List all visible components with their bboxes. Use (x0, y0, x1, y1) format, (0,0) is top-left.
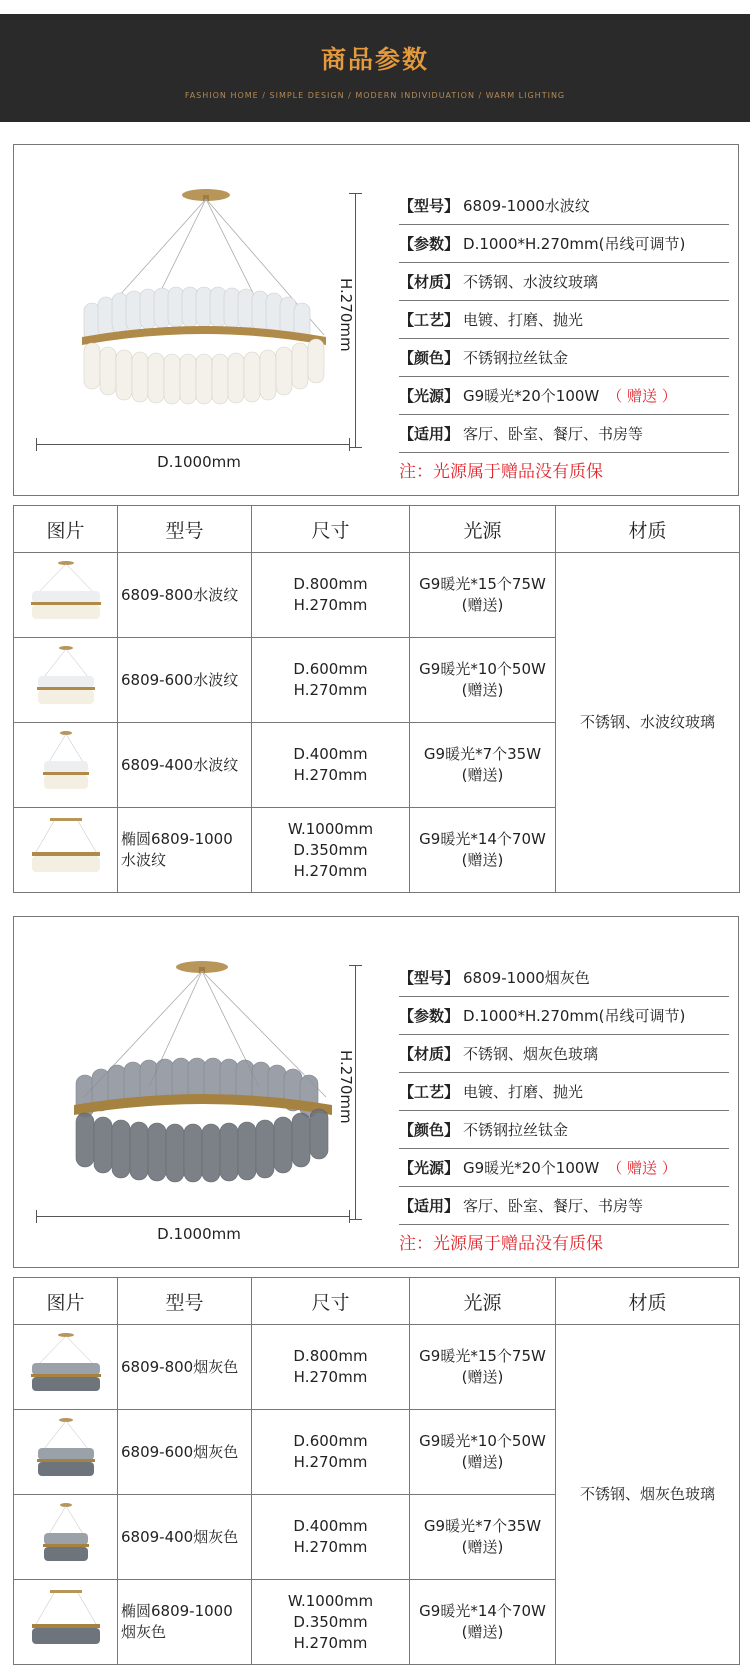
page-subtitle: FASHION HOME / SIMPLE DESIGN / MODERN INDIVIDUATION / WARM LIGHTING (184, 91, 566, 100)
spec-row-params (399, 997, 729, 1035)
model-cell: 6809-600烟灰色 (118, 1410, 252, 1495)
header-image: 图片 (14, 1278, 118, 1325)
width-dimension-label: D.1000mm (157, 1225, 241, 1243)
width-dimension-line (36, 1210, 350, 1222)
spec-value: G9暖光*20个100W (463, 1159, 600, 1177)
spec-value: 客厅、卧室、餐厅、书房等 (463, 425, 644, 443)
spec-value: 不锈钢、烟灰色玻璃 (463, 1045, 599, 1063)
product-thumbnail (14, 1325, 118, 1410)
header-light: 光源 (410, 1278, 556, 1325)
light-cell: G9暖光*7个35W (赠送) (410, 1495, 556, 1580)
spec-key: 【光源】 (399, 387, 460, 405)
spec-value: 不锈钢、水波纹玻璃 (463, 273, 599, 291)
light-cell: G9暖光*15个75W (赠送) (410, 553, 556, 638)
width-dimension-label: D.1000mm (157, 453, 241, 471)
model-cell: 椭圆6809-1000 烟灰色 (118, 1580, 252, 1665)
chandelier-clear-image (54, 185, 334, 425)
page-header (0, 14, 750, 122)
spec-row-model (399, 187, 729, 225)
spec-value: D.1000*H.270mm(吊线可调节) (463, 235, 686, 253)
spec-row-color (399, 339, 729, 377)
page-title: 商品参数 (320, 45, 429, 74)
size-cell: D.800mm H.270mm (252, 1325, 410, 1410)
spec-row-color (399, 1111, 729, 1149)
table-row (14, 1325, 740, 1410)
spec-row-usage (399, 1187, 729, 1225)
header-material: 材质 (556, 1278, 740, 1325)
spec-key: 【型号】 (399, 969, 460, 987)
model-cell: 6809-800烟灰色 (118, 1325, 252, 1410)
header-light: 光源 (410, 506, 556, 553)
product-thumbnail (14, 1410, 118, 1495)
header-size: 尺寸 (252, 1278, 410, 1325)
material-cell: 不锈钢、烟灰色玻璃 (556, 1325, 740, 1665)
spec-list (399, 959, 729, 1225)
header-model: 型号 (118, 506, 252, 553)
spec-box-smoke (13, 916, 739, 1268)
product-thumbnail (14, 638, 118, 723)
header-model: 型号 (118, 1278, 252, 1325)
size-cell: D.400mm H.270mm (252, 723, 410, 808)
spec-list (399, 187, 729, 453)
product-table-smoke (13, 1277, 740, 1665)
spec-row-material (399, 1035, 729, 1073)
chandelier-smoke-image (54, 957, 334, 1197)
product-thumbnail (14, 808, 118, 893)
spec-value: 客厅、卧室、餐厅、书房等 (463, 1197, 644, 1215)
spec-value: 6809-1000水波纹 (463, 197, 590, 215)
spec-row-material (399, 263, 729, 301)
product-thumbnail (14, 1495, 118, 1580)
light-cell: G9暖光*10个50W (赠送) (410, 638, 556, 723)
header-size: 尺寸 (252, 506, 410, 553)
product-table-clear (13, 505, 740, 893)
product-thumbnail (14, 553, 118, 638)
spec-key: 【颜色】 (399, 1121, 460, 1139)
spec-key: 【光源】 (399, 1159, 460, 1177)
spec-row-light (399, 1149, 729, 1187)
spec-key: 【材质】 (399, 273, 460, 291)
spec-box-clear (13, 144, 739, 496)
material-cell: 不锈钢、水波纹玻璃 (556, 553, 740, 893)
product-thumbnail (14, 723, 118, 808)
spec-row-light (399, 377, 729, 415)
model-cell: 6809-400烟灰色 (118, 1495, 252, 1580)
header-material: 材质 (556, 506, 740, 553)
model-cell: 6809-400水波纹 (118, 723, 252, 808)
light-cell: G9暖光*14个70W (赠送) (410, 808, 556, 893)
size-cell: W.1000mm D.350mm H.270mm (252, 1580, 410, 1665)
width-dimension-line (36, 438, 350, 450)
spec-key: 【适用】 (399, 1197, 460, 1215)
size-cell: D.800mm H.270mm (252, 553, 410, 638)
spec-value: D.1000*H.270mm(吊线可调节) (463, 1007, 686, 1025)
spec-row-params (399, 225, 729, 263)
light-cell: G9暖光*14个70W (赠送) (410, 1580, 556, 1665)
warranty-note: 注：光源属于赠品没有质保 (399, 1234, 603, 1254)
spec-key: 【材质】 (399, 1045, 460, 1063)
height-dimension-label: H.270mm (337, 1050, 355, 1124)
spec-key: 【参数】 (399, 1007, 460, 1025)
spec-key: 【参数】 (399, 235, 460, 253)
warranty-note: 注：光源属于赠品没有质保 (399, 462, 603, 482)
spec-value: 电镀、打磨、抛光 (463, 1083, 584, 1101)
spec-value: G9暖光*20个100W (463, 387, 600, 405)
spec-value: 6809-1000烟灰色 (463, 969, 590, 987)
spec-value: 电镀、打磨、抛光 (463, 311, 584, 329)
spec-key: 【工艺】 (399, 1083, 460, 1101)
gift-tag: （ 赠送 ） (607, 387, 677, 405)
spec-row-craft (399, 1073, 729, 1111)
spec-row-model (399, 959, 729, 997)
light-cell: G9暖光*7个35W (赠送) (410, 723, 556, 808)
spec-row-craft (399, 301, 729, 339)
light-cell: G9暖光*15个75W (赠送) (410, 1325, 556, 1410)
model-cell: 6809-800水波纹 (118, 553, 252, 638)
size-cell: D.600mm H.270mm (252, 638, 410, 723)
spec-value: 不锈钢拉丝钛金 (463, 1121, 569, 1139)
spec-value: 不锈钢拉丝钛金 (463, 349, 569, 367)
header-image: 图片 (14, 506, 118, 553)
height-dimension-label: H.270mm (337, 278, 355, 352)
spec-row-usage (399, 415, 729, 453)
gift-tag: （ 赠送 ） (607, 1159, 677, 1177)
model-cell: 椭圆6809-1000 水波纹 (118, 808, 252, 893)
model-cell: 6809-600水波纹 (118, 638, 252, 723)
size-cell: D.600mm H.270mm (252, 1410, 410, 1495)
product-thumbnail (14, 1580, 118, 1665)
light-cell: G9暖光*10个50W (赠送) (410, 1410, 556, 1495)
table-header-row (14, 506, 740, 553)
spec-key: 【颜色】 (399, 349, 460, 367)
table-row (14, 553, 740, 638)
spec-key: 【工艺】 (399, 311, 460, 329)
spec-key: 【型号】 (399, 197, 460, 215)
spec-key: 【适用】 (399, 425, 460, 443)
table-header-row (14, 1278, 740, 1325)
size-cell: D.400mm H.270mm (252, 1495, 410, 1580)
size-cell: W.1000mm D.350mm H.270mm (252, 808, 410, 893)
